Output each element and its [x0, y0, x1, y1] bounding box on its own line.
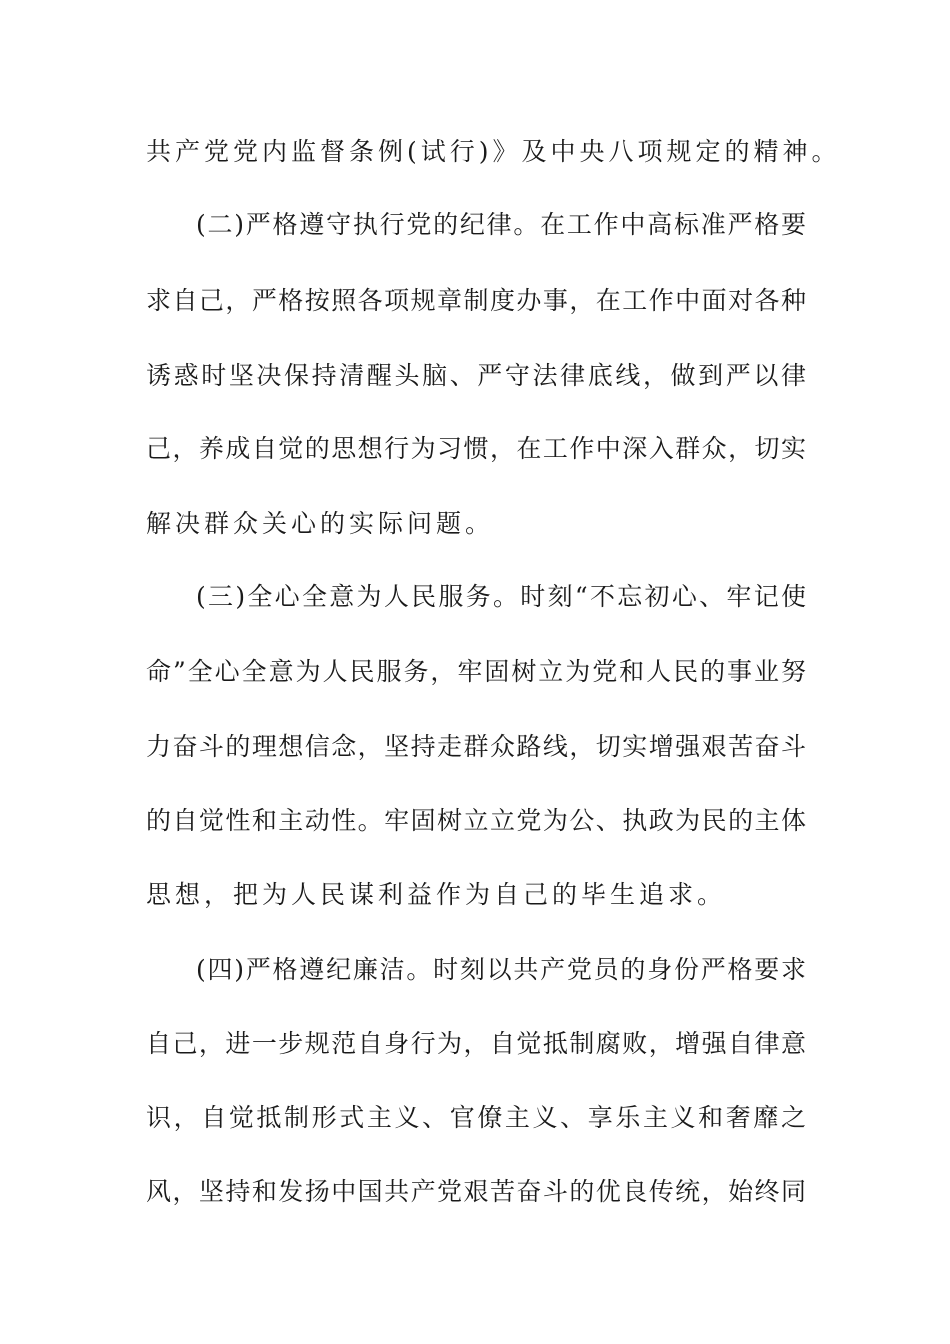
text-line-4: 诱惑时坚决保持清醒头脑、严守法律底线，做到严以律 — [146, 361, 806, 390]
text-line-12: (四)严格遵纪廉洁。时刻以共产党员的身份严格要求 — [196, 955, 806, 984]
text-line-7: (三)全心全意为人民服务。时刻“不忘初心、牢记使 — [196, 582, 806, 611]
text-line-5: 己，养成自觉的思想行为习惯，在工作中深入群众，切实 — [146, 434, 806, 463]
text-line-15: 风，坚持和发扬中国共产党艰苦奋斗的优良传统，始终同 — [146, 1177, 806, 1206]
text-line-6: 解决群众关心的实际问题。 — [146, 509, 495, 538]
text-line-1: 共产党党内监督条例(试行)》及中央八项规定的精神。 — [146, 137, 841, 166]
text-line-10: 的自觉性和主动性。牢固树立立党为公、执政为民的主体 — [146, 806, 806, 835]
text-line-14: 识，自觉抵制形式主义、官僚主义、享乐主义和奢靡之 — [146, 1103, 806, 1132]
text-line-2: (二)严格遵守执行党的纪律。在工作中高标准严格要 — [196, 210, 806, 239]
text-line-13: 自己，进一步规范自身行为，自觉抵制腐败，增强自律意 — [146, 1029, 806, 1058]
text-line-3: 求自己，严格按照各项规章制度办事，在工作中面对各种 — [146, 286, 806, 315]
text-line-9: 力奋斗的理想信念，坚持走群众路线，切实增强艰苦奋斗 — [146, 732, 806, 761]
text-line-8: 命”全心全意为人民服务，牢固树立为党和人民的事业努 — [146, 657, 806, 686]
text-line-11: 思想，把为人民谋利益作为自己的毕生追求。 — [146, 880, 727, 909]
